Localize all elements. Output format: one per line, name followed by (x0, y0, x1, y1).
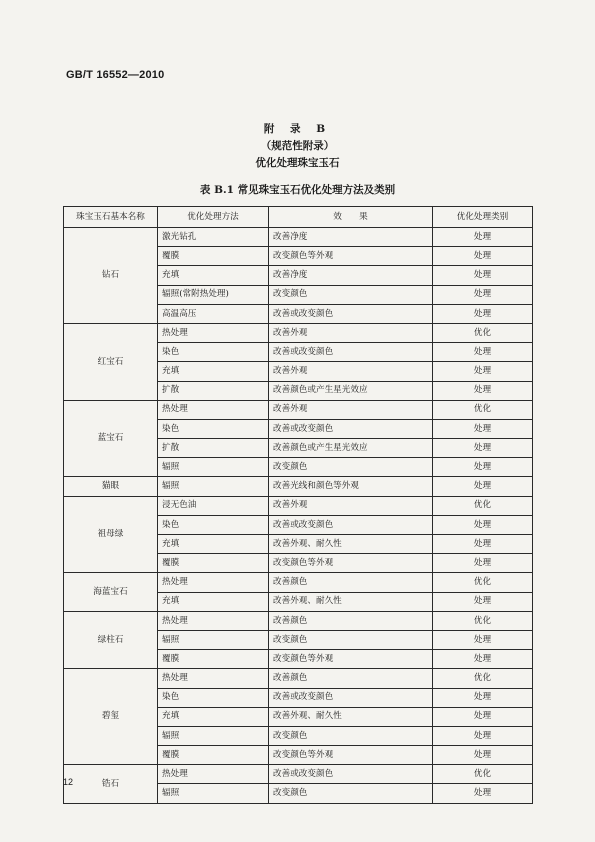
method-cell: 热处理 (158, 323, 269, 342)
category-cell: 处理 (433, 688, 533, 707)
table-row (64, 477, 533, 496)
method-cell: 扩散 (158, 381, 269, 400)
method-cell: 辐照 (158, 784, 269, 803)
effect-cell: 改善颜色或产生星光效应 (269, 381, 433, 400)
method-cell: 辐照 (158, 630, 269, 649)
category-cell: 处理 (433, 746, 533, 765)
appendix-label: 附 录 B (263, 123, 332, 135)
gem-name-cell: 钻石 (64, 228, 158, 324)
method-cell: 充填 (158, 592, 269, 611)
table-row (64, 400, 533, 419)
method-cell: 热处理 (158, 669, 269, 688)
effect-cell: 改善光线和颜色等外观 (269, 477, 433, 496)
method-cell: 充填 (158, 535, 269, 554)
table-row (64, 611, 533, 630)
method-cell: 辐照(常附热处理) (158, 285, 269, 304)
method-cell: 覆膜 (158, 247, 269, 266)
effect-cell: 改善或改变颜色 (269, 304, 433, 323)
method-cell: 染色 (158, 688, 269, 707)
method-cell: 覆膜 (158, 554, 269, 573)
gem-name-cell: 绿柱石 (64, 611, 158, 669)
effect-cell: 改善或改变颜色 (269, 765, 433, 784)
effect-cell: 改变颜色 (269, 784, 433, 803)
gem-name-cell: 蓝宝石 (64, 400, 158, 477)
effect-cell: 改善或改变颜色 (269, 419, 433, 438)
method-cell: 染色 (158, 419, 269, 438)
table-row (64, 573, 533, 592)
effect-cell: 改善或改变颜色 (269, 343, 433, 362)
method-cell: 热处理 (158, 573, 269, 592)
category-cell: 处理 (433, 419, 533, 438)
category-cell: 处理 (433, 707, 533, 726)
method-cell: 热处理 (158, 400, 269, 419)
standard-code: GB/T 16552—2010 (66, 69, 165, 81)
appendix-normative-note: （规范性附录） (260, 140, 335, 152)
table-row (64, 669, 533, 688)
category-cell: 处理 (433, 477, 533, 496)
method-cell: 充填 (158, 266, 269, 285)
method-cell: 覆膜 (158, 650, 269, 669)
effect-cell: 改善外观 (269, 400, 433, 419)
method-cell: 染色 (158, 515, 269, 534)
category-cell: 处理 (433, 228, 533, 247)
effect-cell: 改变颜色 (269, 458, 433, 477)
method-cell: 激光钻孔 (158, 228, 269, 247)
category-cell: 处理 (433, 439, 533, 458)
category-cell: 优化 (433, 323, 533, 342)
effect-cell: 改善或改变颜色 (269, 688, 433, 707)
effect-cell: 改善净度 (269, 228, 433, 247)
effect-cell: 改善外观、耐久性 (269, 535, 433, 554)
method-cell: 高温高压 (158, 304, 269, 323)
gem-name-cell: 海蓝宝石 (64, 573, 158, 611)
effect-cell: 改善颜色 (269, 669, 433, 688)
effect-cell: 改善外观、耐久性 (269, 707, 433, 726)
effect-cell: 改变颜色等外观 (269, 650, 433, 669)
category-cell: 优化 (433, 765, 533, 784)
table-body (64, 228, 533, 804)
category-cell: 优化 (433, 669, 533, 688)
method-cell: 热处理 (158, 765, 269, 784)
category-cell: 处理 (433, 650, 533, 669)
method-cell: 扩散 (158, 439, 269, 458)
method-cell: 覆膜 (158, 746, 269, 765)
column-header-method: 优化处理方法 (158, 207, 269, 228)
category-cell: 优化 (433, 400, 533, 419)
effect-cell: 改善颜色 (269, 611, 433, 630)
method-cell: 辐照 (158, 726, 269, 745)
effect-cell: 改变颜色 (269, 285, 433, 304)
table-header-row (64, 207, 533, 228)
effect-cell: 改变颜色等外观 (269, 746, 433, 765)
table-caption: 表 B.1 常见珠宝玉石优化处理方法及类别 (199, 184, 396, 196)
treatment-table (63, 206, 533, 804)
effect-cell: 改善颜色 (269, 573, 433, 592)
category-cell: 处理 (433, 726, 533, 745)
effect-cell: 改变颜色 (269, 726, 433, 745)
appendix-title: 优化处理珠宝玉石 (255, 157, 340, 169)
effect-cell: 改善外观、耐久性 (269, 592, 433, 611)
table-row (64, 496, 533, 515)
category-cell: 处理 (433, 630, 533, 649)
gem-name-cell: 碧玺 (64, 669, 158, 765)
category-cell: 处理 (433, 535, 533, 554)
category-cell: 处理 (433, 554, 533, 573)
category-cell: 处理 (433, 304, 533, 323)
category-cell: 处理 (433, 343, 533, 362)
category-cell: 处理 (433, 458, 533, 477)
category-cell: 处理 (433, 266, 533, 285)
category-cell: 处理 (433, 381, 533, 400)
category-cell: 优化 (433, 573, 533, 592)
gem-name-cell: 锆石 (64, 765, 158, 803)
category-cell: 处理 (433, 592, 533, 611)
category-cell: 处理 (433, 515, 533, 534)
column-header-effect: 效 果 (269, 207, 433, 228)
method-cell: 充填 (158, 707, 269, 726)
effect-cell: 改变颜色 (269, 630, 433, 649)
method-cell: 染色 (158, 343, 269, 362)
effect-cell: 改善或改变颜色 (269, 515, 433, 534)
method-cell: 热处理 (158, 611, 269, 630)
method-cell: 辐照 (158, 477, 269, 496)
method-cell: 浸无色油 (158, 496, 269, 515)
table-row (64, 765, 533, 784)
effect-cell: 改善外观 (269, 496, 433, 515)
column-header-gem-name: 珠宝玉石基本名称 (64, 207, 158, 228)
category-cell: 处理 (433, 362, 533, 381)
effect-cell: 改善颜色或产生星光效应 (269, 439, 433, 458)
effect-cell: 改善外观 (269, 323, 433, 342)
gem-name-cell: 猫眼 (64, 477, 158, 496)
table-row (64, 323, 533, 342)
method-cell: 辐照 (158, 458, 269, 477)
column-header-category: 优化处理类别 (433, 207, 533, 228)
effect-cell: 改善净度 (269, 266, 433, 285)
method-cell: 充填 (158, 362, 269, 381)
category-cell: 处理 (433, 784, 533, 803)
effect-cell: 改变颜色等外观 (269, 247, 433, 266)
gem-name-cell: 红宝石 (64, 323, 158, 400)
category-cell: 优化 (433, 611, 533, 630)
effect-cell: 改善外观 (269, 362, 433, 381)
page-number: 12 (63, 777, 74, 787)
category-cell: 处理 (433, 247, 533, 266)
category-cell: 处理 (433, 285, 533, 304)
effect-cell: 改变颜色等外观 (269, 554, 433, 573)
category-cell: 优化 (433, 496, 533, 515)
table-row (64, 228, 533, 247)
gem-name-cell: 祖母绿 (64, 496, 158, 573)
